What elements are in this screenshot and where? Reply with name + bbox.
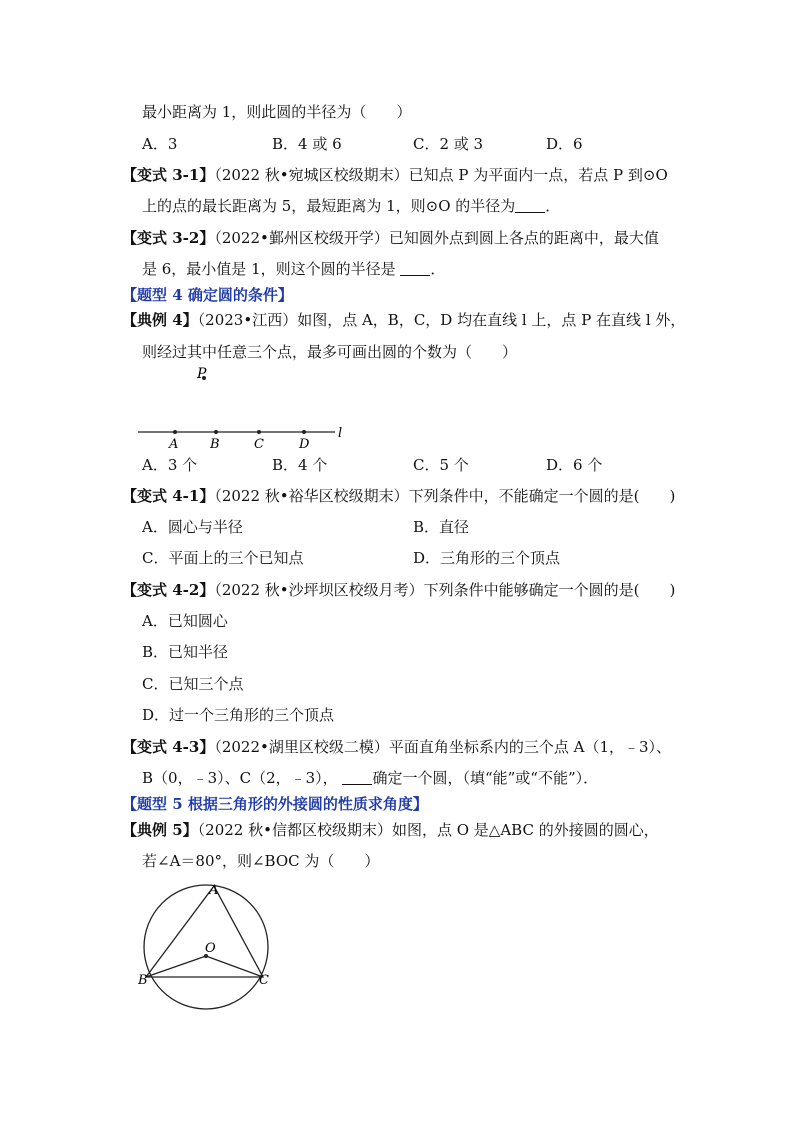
variant-4-2-line1 bbox=[122, 580, 675, 600]
example-4-option-b: B．4 个 bbox=[272, 456, 328, 474]
section-heading-4: 【题型 4 确定圆的条件】 bbox=[122, 286, 293, 304]
variant-3-2-line1 bbox=[122, 228, 659, 248]
section-heading-5: 【题型 5 根据三角形的外接圆的性质求角度】 bbox=[122, 795, 428, 813]
segment-ob bbox=[146, 956, 206, 977]
variant-3-2-end: ． bbox=[430, 260, 446, 278]
q3-option-a: A．3 bbox=[142, 135, 178, 153]
segment-oc bbox=[206, 956, 263, 977]
label-c: C bbox=[254, 437, 264, 452]
label-a: A bbox=[209, 883, 219, 898]
variant-4-2-option-c: C．已知三个点 bbox=[142, 675, 244, 693]
label-c: C bbox=[259, 973, 269, 988]
circumcircle-figure bbox=[132, 878, 282, 1018]
variant-4-2-text: （2022 秋•沙坪坝区校级月考）下列条件中能够确定一个圆的是( ) bbox=[214, 581, 676, 599]
label-a: A bbox=[169, 437, 179, 452]
answer-blank bbox=[342, 770, 372, 785]
label-d: D bbox=[299, 437, 310, 452]
example-5-line2: 若∠A＝80°，则∠BOC 为（ ） bbox=[142, 852, 380, 870]
example-4-tag: 【典例 4】 bbox=[122, 311, 198, 329]
example-4-text: （2023•江西）如图，点 A，B，C，D 均在直线 l 上，点 P 在直线 l 外， bbox=[197, 311, 686, 329]
q3-option-d: D．6 bbox=[546, 135, 583, 153]
variant-4-1-option-a: A．圆心与半径 bbox=[142, 518, 243, 536]
point-a bbox=[173, 430, 177, 434]
variant-4-3-text2: B（0，﹣3）、C（2，﹣3）， bbox=[142, 769, 338, 787]
variant-3-1-text2: 上的点的最长距离为 5，最短距离为 1，则⊙O 的半径为 bbox=[142, 197, 516, 215]
label-p: P bbox=[197, 366, 207, 382]
label-b: B bbox=[138, 973, 148, 988]
variant-3-1-line1 bbox=[122, 165, 668, 185]
variant-4-1-line1 bbox=[122, 486, 675, 506]
q3-line: 最小距离为 1，则此圆的半径为（ ） bbox=[142, 103, 412, 121]
variant-4-1-text: （2022 秋•裕华区校级期末）下列条件中，不能确定一个圆的是( ) bbox=[214, 487, 676, 505]
example-4-line2: 则经过其中任意三个点，最多可画出圆的个数为（ ） bbox=[142, 343, 518, 361]
example-5-text: （2022 秋•信都区校级期末）如图，点 O 是△ABC 的外接圆的圆心， bbox=[197, 821, 659, 839]
variant-3-2-tag: 【变式 3-2】 bbox=[122, 229, 215, 247]
point-c bbox=[257, 430, 261, 434]
variant-3-1-end: ． bbox=[545, 197, 561, 215]
variant-4-1-option-d: D．三角形的三个顶点 bbox=[413, 549, 561, 567]
example-4-option-a: A．3 个 bbox=[142, 456, 198, 474]
variant-4-1-option-c: C．平面上的三个已知点 bbox=[142, 549, 304, 567]
example-4-option-d: D．6 个 bbox=[546, 456, 603, 474]
label-b: B bbox=[210, 437, 220, 452]
variant-4-2-option-b: B．已知半径 bbox=[142, 643, 229, 661]
example-4-option-c: C．5 个 bbox=[413, 456, 469, 474]
variant-4-3-tag: 【变式 4-3】 bbox=[122, 738, 215, 756]
variant-3-2-text: （2022•鄞州区校级开学）已知圆外点到圆上各点的距离中，最大值 bbox=[214, 229, 659, 247]
variant-3-1-text: （2022 秋•宛城区校级期末）已知点 P 为平面内一点，若点 P 到⊙O bbox=[214, 166, 668, 184]
label-l: l bbox=[338, 426, 343, 441]
q3-option-c: C．2 或 3 bbox=[413, 135, 484, 153]
answer-blank bbox=[515, 198, 545, 213]
line-points-figure bbox=[130, 362, 360, 452]
point-d bbox=[302, 430, 306, 434]
variant-3-2-text2: 是 6，最小值是 1，则这个圆的半径是 bbox=[142, 260, 396, 278]
example-4-line1 bbox=[122, 310, 685, 330]
point-b bbox=[214, 430, 218, 434]
variant-4-3-text: （2022•湖里区校级二模）平面直角坐标系内的三个点 A（1，﹣3）、 bbox=[214, 738, 672, 756]
variant-4-1-tag: 【变式 4-1】 bbox=[122, 487, 215, 505]
example-5-line1 bbox=[122, 820, 659, 840]
variant-4-2-tag: 【变式 4-2】 bbox=[122, 581, 215, 599]
variant-4-3-line1 bbox=[122, 737, 671, 757]
variant-3-1-line2 bbox=[142, 196, 560, 216]
answer-blank bbox=[400, 261, 430, 276]
example-5-tag: 【典例 5】 bbox=[122, 821, 198, 839]
variant-4-2-option-a: A．已知圆心 bbox=[142, 612, 228, 630]
variant-4-3-end: 确定一个圆，（填“能”或“不能”）． bbox=[372, 769, 599, 787]
variant-3-2-line2 bbox=[142, 259, 445, 279]
q3-option-b: B．4 或 6 bbox=[272, 135, 342, 153]
variant-4-2-option-d: D．过一个三角形的三个顶点 bbox=[142, 706, 335, 724]
variant-3-1-tag: 【变式 3-1】 bbox=[122, 166, 215, 184]
variant-4-3-line2 bbox=[142, 768, 598, 788]
variant-4-1-option-b: B．直径 bbox=[413, 518, 470, 536]
label-o: O bbox=[205, 941, 216, 956]
